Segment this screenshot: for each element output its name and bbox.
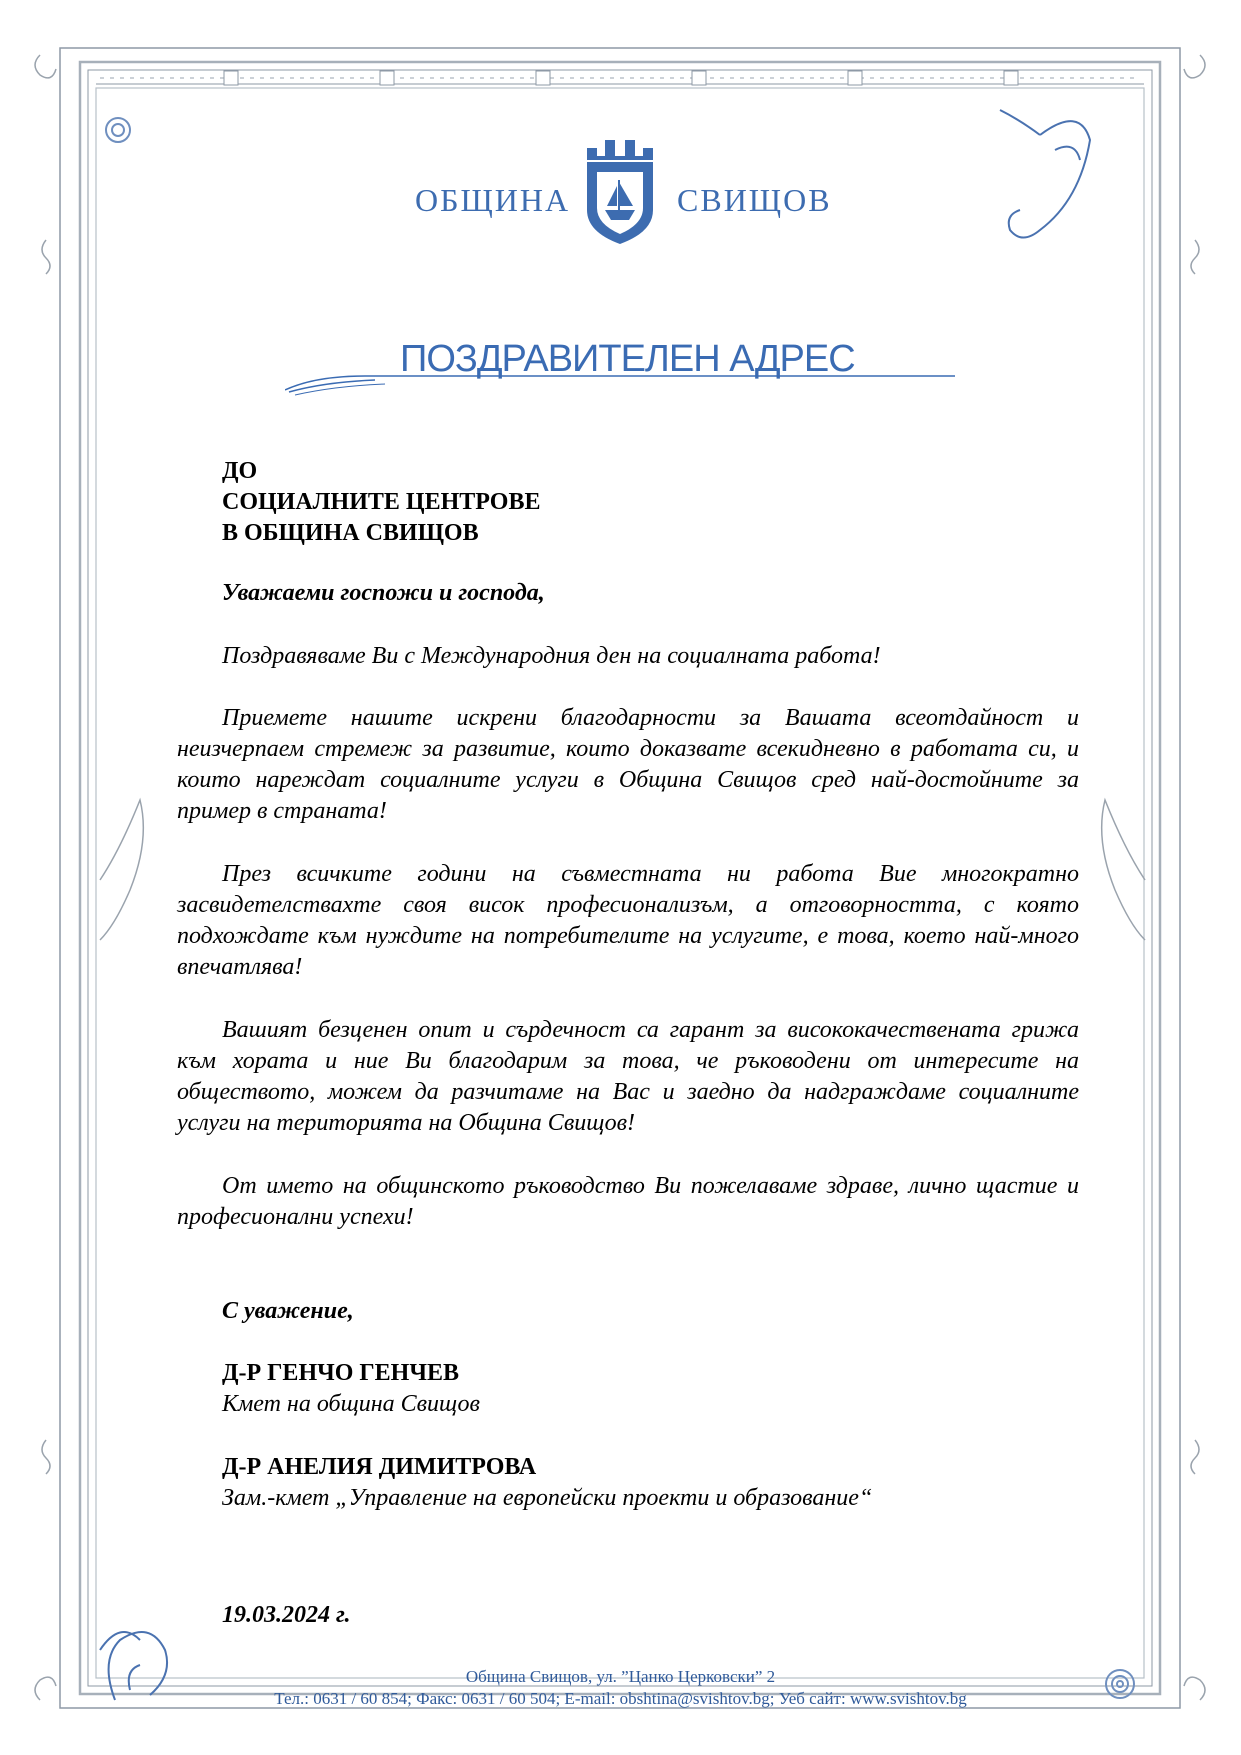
paragraph-3 [177,859,1079,983]
salutation: Уважаеми госпожи и господа, [222,580,545,606]
recipient-line-municipality: В ОБЩИНА СВИЩОВ [222,520,479,546]
brand-city-word: СВИЩОВ [677,182,832,218]
regards-text: С уважение, [222,1298,354,1324]
letter-date: 19.03.2024 г. [222,1602,351,1628]
paragraph-4 [177,1015,1079,1139]
document-title: ПОЗДРАВИТЕЛЕН АДРЕС [400,338,855,380]
signer-2 [222,1452,872,1514]
recipient-line-centers: СОЦИАЛНИТЕ ЦЕНТРОВЕ [222,489,541,515]
signer-2-name: Д-Р АНЕЛИЯ ДИМИТРОВА [222,1454,537,1480]
regards-block [222,1296,354,1327]
paragraph-4-text: Вашият безценен опит и сърдечност са гарант за висококачествената грижа към хората и ние Ви благодарим за това, че ръководени от интересите на обществото, можем да разчитаме на Вас и заедно да надграждаме социалните услуги на територията на Община Свищов! [177,1017,1079,1136]
footer-contacts: Тел.: 0631 / 60 854; Факс: 0631 / 60 504; E-mail: obshtina@svishtov.bg; Уеб сайт: www.svishtov.bg [274,1689,967,1708]
recipient-block [222,456,540,549]
svishtov-crest-icon [585,140,655,244]
paragraph-2 [177,703,1079,827]
signer-1-title: Кмет на община Свищов [222,1391,480,1417]
signer-2-title: Зам.-кмет „Управление на европейски проекти и образование“ [222,1485,873,1511]
paragraph-5 [177,1171,1079,1233]
footer-address: Община Свищов, ул. ”Цанко Церковски” 2 [465,1667,776,1686]
paragraph-1 [177,641,1079,672]
paragraph-1-text: Поздравяваме Ви с Международния ден на социалната работа! [222,643,881,669]
title-underline-ornament [285,368,955,396]
paragraph-3-text: През всичките години на съвместната ни работа Вие многократно засвидетелствахте своя висок професионализъм, а отговорността, с която подхождате към нуждите на потребителите на услугите, е това, което най-много впечатлява! [177,861,1079,980]
signer-1-name: Д-Р ГЕНЧО ГЕНЧЕВ [222,1360,459,1386]
paragraph-2-text: Приемете нашите искрени благодарности за Вашата всеотдайност и неизчерпаем стремеж за развитие, които доказвате всекидневно в работата си, и които нареждат социалните услуги в Община Свищов сред най-достойните за пример в страната! [177,705,1079,824]
brand-municipality-word: ОБЩИНА [415,182,571,218]
letterhead [0,140,1241,260]
paragraph-5-text: От името на общинското ръководство Ви пожелаваме здраве, лично щастие и професионални успехи! [177,1173,1079,1230]
recipient-line-to: ДО [222,458,258,484]
signer-1 [222,1358,480,1420]
